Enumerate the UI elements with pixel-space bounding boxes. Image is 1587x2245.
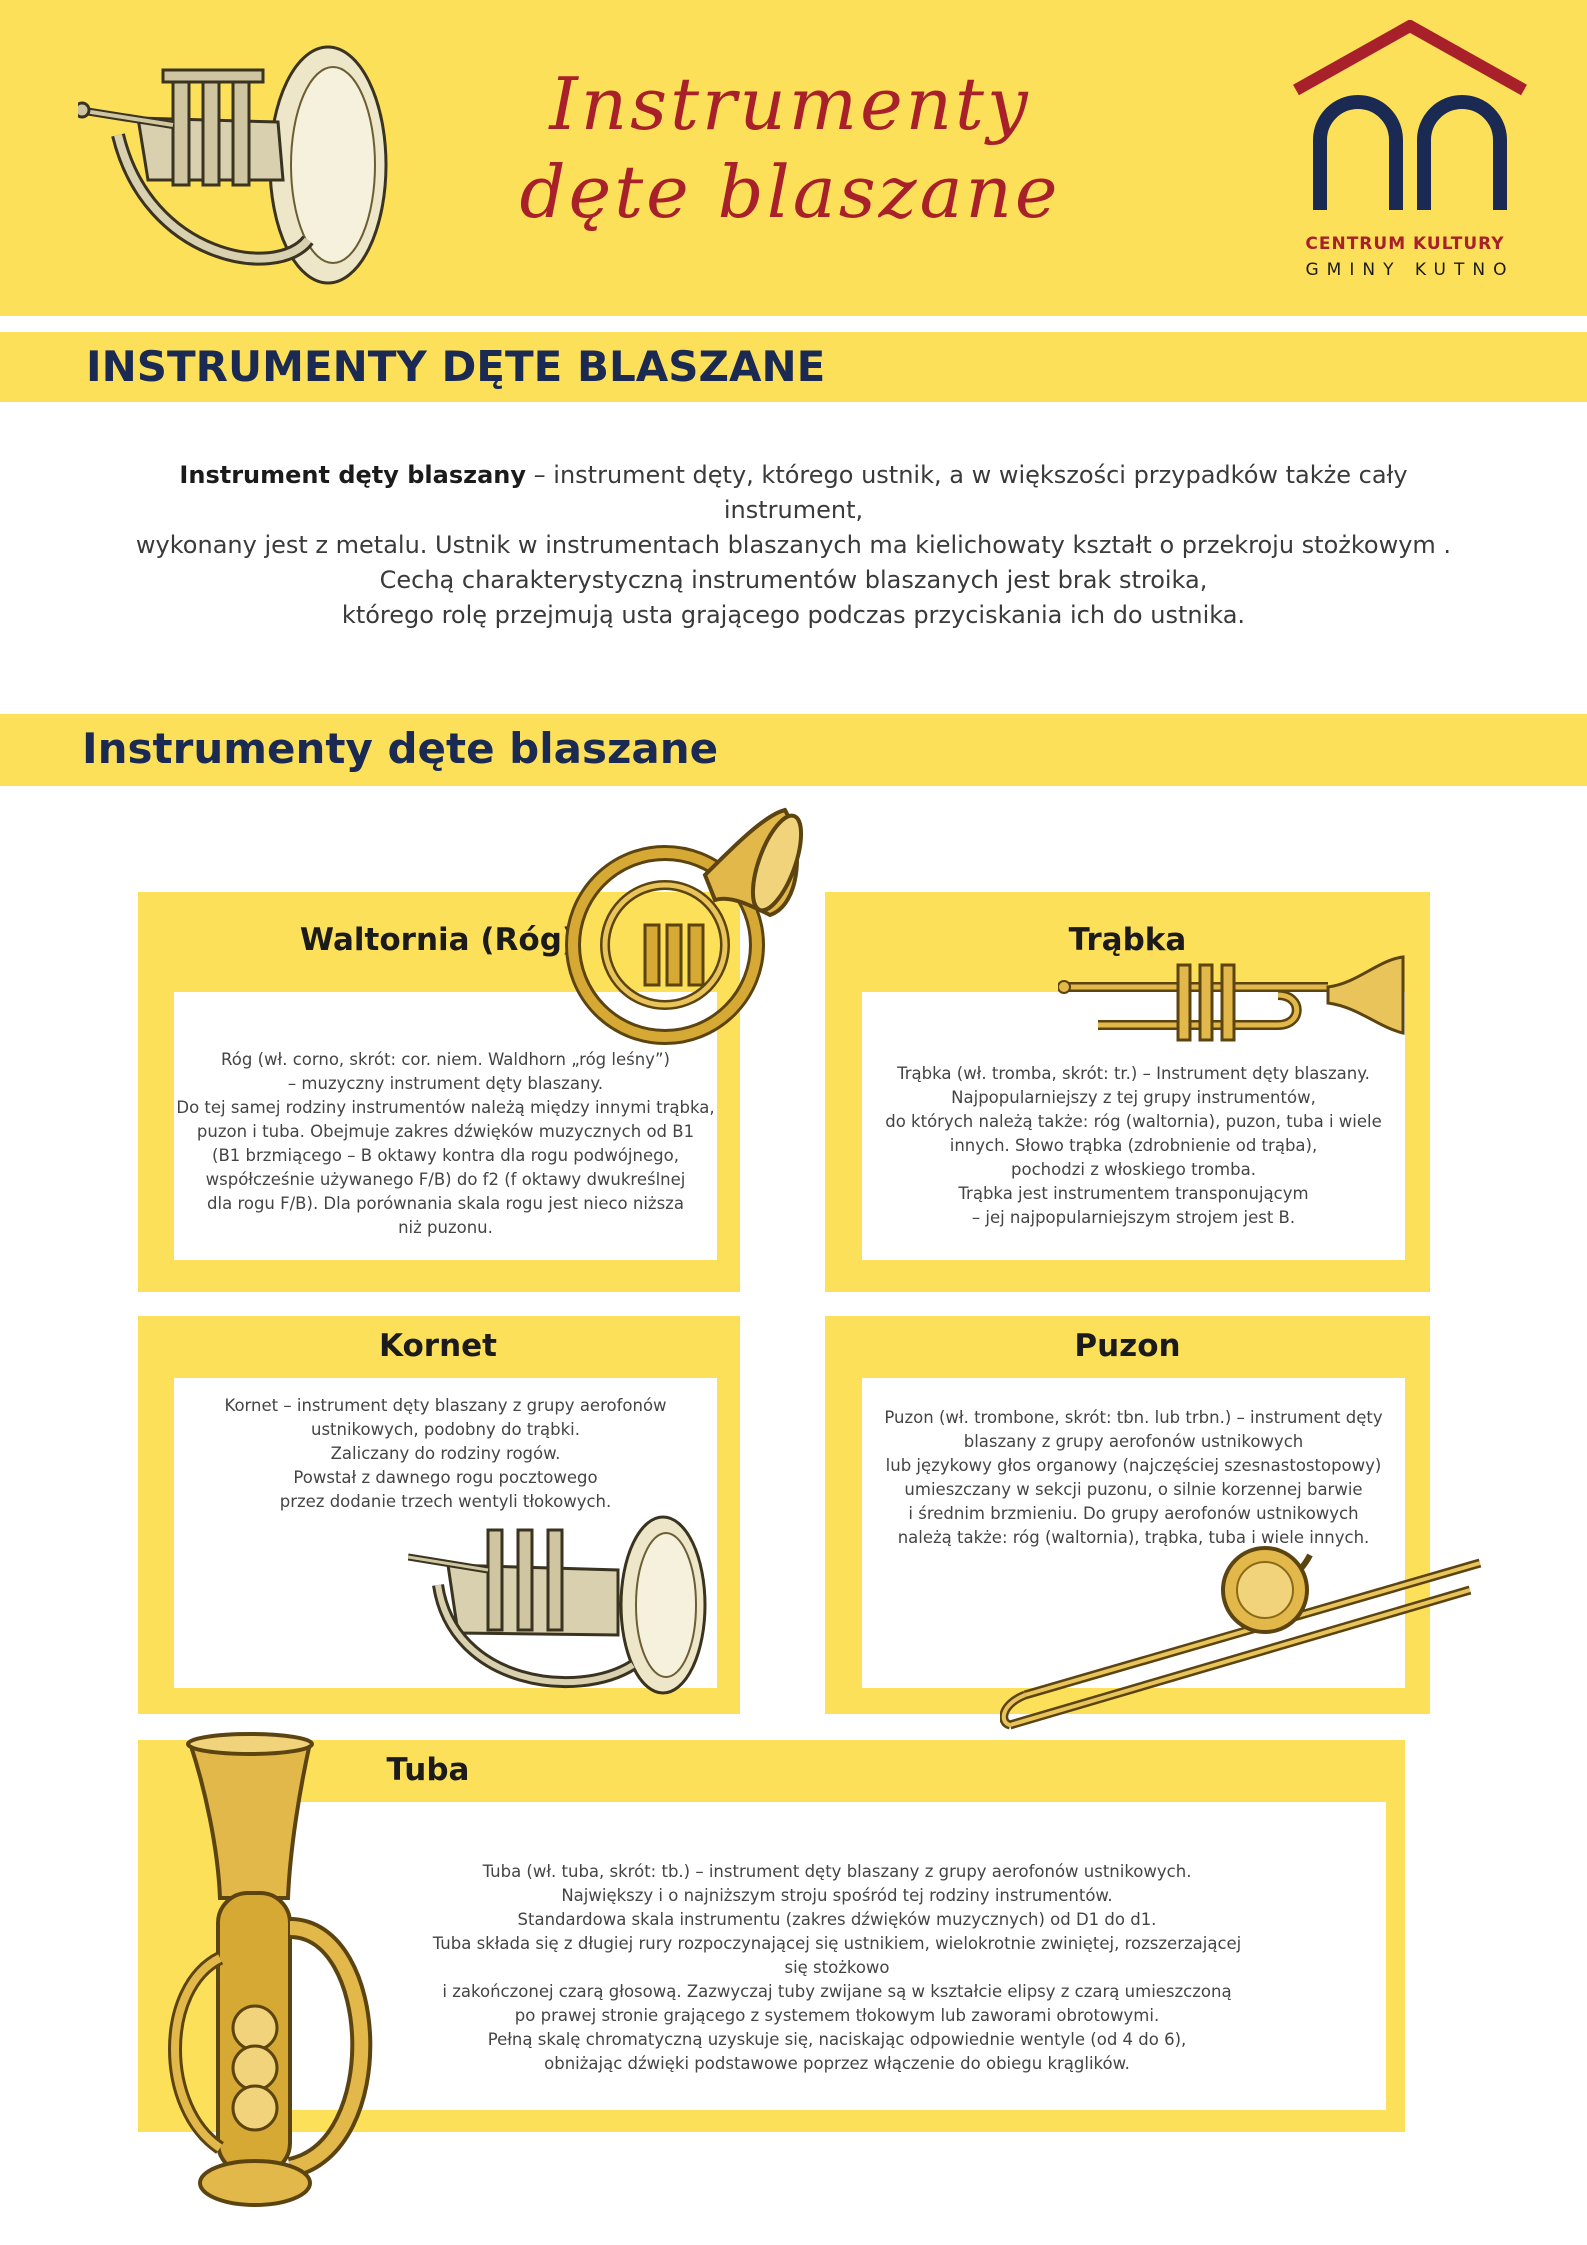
cornet-icon <box>408 1515 718 1705</box>
card-text-puzon: Puzon (wł. trombone, skrót: tbn. lub trbn.) – instrument dęty blaszany z grupy aerofonów ustnikowych lub językowy głos organowy (najczęściej szesnastostopowy) umieszczany w sekcji puzonu, o silnie korzennej barwie i średnim brzmieniu. Do grupy aerofonów ustnikowych należą także: róg (waltornia), trąbka, tuba i wiele innych. <box>884 1408 1383 1547</box>
card-text-tuba: Tuba (wł. tuba, skrót: tb.) – instrument dęty blaszany z grupy aerofonów ustnikowych. Największy i o najniższym stroju spośród tej rodziny instrumentów. Standardowa skala instrumentu (zakres dźwięków muzycznych) od D1 do d1. Tuba składa się z długiej rury rozpoczynającej się ustnikiem, wielokrotnie zwiniętej, rozszerzającej się stożkowo i zakończonej czarą głosową. Zazwyczaj tuby zwijane są w kształcie elipsy z czarą umieszczoną po prawej stronie grającego z systemem tłokowym lub zaworami obrotowymi. Pełną skalę chromatyczną uzyskuje się, naciskając odpowiednie wentyle (od 4 do 6), obniżając dźwięki podstawowe poprzez włączenie do obiegu krąglików. <box>432 1862 1242 2073</box>
card-title-waltornia: Waltornia (Róg) <box>299 922 577 958</box>
subsection-heading-band <box>0 714 1587 786</box>
logo-subtitle: GMINY KUTNO <box>1305 260 1515 280</box>
intro-paragraph <box>120 458 1467 633</box>
card-title-trabka: Trąbka <box>1068 922 1187 958</box>
intro-line2: wykonany jest z metalu. Ustnik w instrumentach blaszanych ma kielichowaty kształt o przekroju stożkowym . <box>135 531 1452 559</box>
card-trabka <box>825 892 1430 1292</box>
card-text-waltornia: Róg (wł. corno, skrót: cor. niem. Waldhorn „róg leśny”) – muzyczny instrument dęty blaszany. Do tej samej rodziny instrumentów należą między innymi trąbka, puzon i tuba. Obejmuje zakres dźwięków muzycznych od B1 (B1 brzmiącego – B oktawy kontra dla rogu podwójnego, współcześnie używanego F/B) do f2 (f oktawy dwukreślnej dla rogu F/B). Dla porównania skala rogu jest nieco niższa niż puzonu. <box>176 1050 715 1237</box>
card-text-trabka: Trąbka (wł. tromba, skrót: tr.) – Instrument dęty blaszany. Najpopularniejszy z tej grupy instrumentów, do których należą także: róg (waltornia), puzon, tuba i wiele innych. Słowo trąbka (zdrobnienie od trąba), pochodzi z włoskiego tromba. Trąbka jest instrumentem transponującym – jej najpopularniejszym strojem jest B. <box>885 1064 1382 1227</box>
page-title-line2: dęte blaszane <box>519 150 1061 234</box>
intro-line4: którego rolę przejmują usta grającego podczas przyciskania ich do ustnika. <box>341 601 1246 629</box>
page-title <box>510 60 1070 236</box>
subsection-heading: Instrumenty dęte blaszane <box>82 724 719 773</box>
card-title-kornet: Kornet <box>379 1328 497 1364</box>
logo <box>1290 20 1530 280</box>
logo-name: CENTRUM KULTURY <box>1305 234 1505 254</box>
intro-line3: Cechą charakterystyczną instrumentów blaszanych jest brak stroika, <box>379 566 1208 594</box>
card-title-tuba: Tuba <box>386 1752 470 1788</box>
cornet-illustration-icon <box>78 30 398 300</box>
card-title-puzon: Puzon <box>1074 1328 1181 1364</box>
intro-line1: – instrument dęty, którego ustnik, a w większości przypadków także cały instrument, <box>526 461 1408 524</box>
section-heading: INSTRUMENTY DĘTE BLASZANE <box>86 342 826 391</box>
intro-bold-term: Instrument dęty blaszany <box>179 461 527 489</box>
trombone-icon <box>1000 1545 1510 1745</box>
card-body-tuba <box>262 1802 1386 2110</box>
page-title-line1: Instrumenty <box>549 62 1031 146</box>
house-logo-icon <box>1290 20 1530 210</box>
tuba-icon <box>160 1728 400 2213</box>
card-text-kornet: Kornet – instrument dęty blaszany z grupy aerofonów ustnikowych, podobny do trąbki. Zaliczany do rodziny rogów. Powstał z dawnego rogu pocztowego przez dodanie trzech wentyli tłokowych. <box>224 1396 667 1511</box>
section-heading-band <box>0 332 1587 402</box>
trumpet-icon <box>1058 955 1408 1055</box>
french-horn-icon <box>555 805 805 1055</box>
